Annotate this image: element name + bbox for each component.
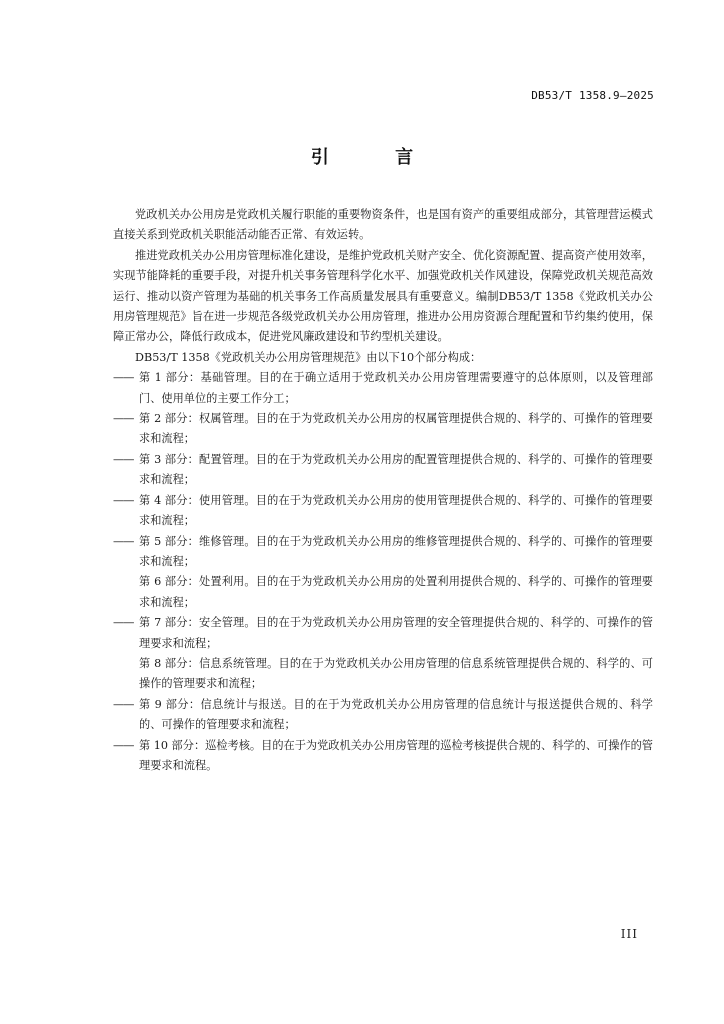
list-dash: —— [113,738,134,752]
list-item-text: 第 10 部分：巡检考核。目的在于为党政机关办公用房管理的巡检考核提供合规的、科学的、可操作的管理要求和流程。 [139,738,653,772]
paragraph: 党政机关办公用房是党政机关履行职能的重要物资条件，也是国有资产的重要组成部分，其管理营运模式直接关系到党政机关职能活动能否正常、有效运转。 [113,208,653,242]
paragraph: DB53/T 1358《党政机关办公用房管理规范》由以下10个部分构成： [135,350,482,364]
document-code: DB53/T 1358.9—2025 [531,89,654,102]
paragraph: 推进党政机关办公用房管理标准化建设，是维护党政机关财产安全、优化资源配置、提高资产使用效率，实现节能降耗的重要手段，对提升机关事务管理科学化水平、加强党政机关作风建设，保障党政机关规范高效运行、推动以资产管理为基础的机关事务工作高质量发展具有重要意义。编制DB53/T 1358《党政机关办公用房管理规范》旨在进一步规范各级党政机关办公用房管理，推进办公用房资源合理配置和节约集约使用，保障正常办公，降低行政成本，促进党风廉政建设和节约型机关建设。 [113,248,653,344]
list-item-text: 第 6 部分：处置利用。目的在于为党政机关办公用房的处置利用提供合规的、科学的、可操作的管理要求和流程； [139,575,653,609]
list-item-text: 第 5 部分：维修管理。目的在于为党政机关办公用房的维修管理提供合规的、科学的、可操作的管理要求和流程； [139,534,653,568]
list-dash [113,572,139,613]
list-item-text: 第 2 部分：权属管理。目的在于为党政机关办公用房的权属管理提供合规的、科学的、可操作的管理要求和流程； [139,412,653,446]
list-dash: —— [113,534,134,548]
list-item [113,736,653,777]
page-number: III [620,927,638,941]
list-dash: —— [113,493,134,507]
list-item [113,409,653,450]
introduction-body [113,205,653,776]
list-item [113,368,653,409]
list-item [113,491,653,532]
list-item [113,572,653,613]
list-item [113,613,653,654]
list-dash: —— [113,371,134,385]
list-dash [113,654,139,695]
list-item-text: 第 7 部分：安全管理。目的在于为党政机关办公用房管理的安全管理提供合规的、科学的、可操作的管理要求和流程； [139,616,653,650]
list-dash: —— [113,616,134,630]
list-item-text: 第 9 部分：信息统计与报送。目的在于为党政机关办公用房管理的信息统计与报送提供合规的、科学的、可操作的管理要求和流程； [139,697,653,732]
list-item-text: 第 3 部分：配置管理。目的在于为党政机关办公用房的配置管理提供合规的、科学的、可操作的管理要求和流程； [139,452,653,487]
list-item-text: 第 1 部分：基础管理。目的在于确立适用于党政机关办公用房管理需要遵守的总体原则，以及管理部门、使用单位的主要工作分工； [139,371,653,405]
list-item-text: 第 8 部分：信息系统管理。目的在于为党政机关办公用房管理的信息系统管理提供合规的、科学的、可操作的管理要求和流程； [139,656,653,691]
section-title: 引 言 [310,147,444,168]
list-dash: —— [113,452,134,466]
list-item [113,532,653,573]
list-item [113,450,653,491]
list-item [113,654,653,695]
list-item [113,695,653,736]
list-dash: —— [113,697,134,711]
list-dash: —— [113,412,134,426]
list-item-text: 第 4 部分：使用管理。目的在于为党政机关办公用房的使用管理提供合规的、科学的、可操作的管理要求和流程； [139,493,653,528]
